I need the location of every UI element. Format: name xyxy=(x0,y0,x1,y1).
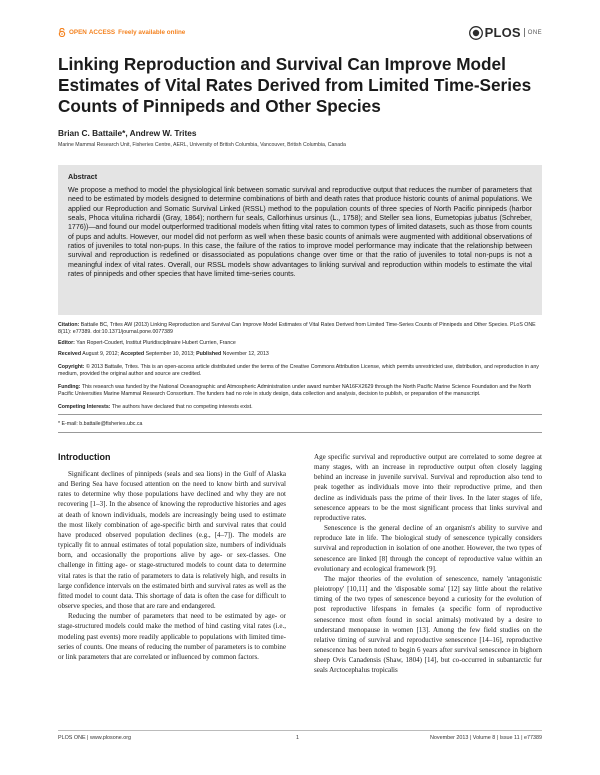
competing-interests-line xyxy=(58,404,542,411)
copyright-label: Copyright: xyxy=(58,364,85,370)
accepted-date: September 10, 2013; xyxy=(145,351,195,357)
introduction-heading: Introduction xyxy=(58,452,111,462)
competing-label: Competing Interests: xyxy=(58,404,111,410)
editor-text: Yan Ropert-Coudert, Institut Pluridisciplinaire Hubert Currien, France xyxy=(76,340,236,346)
citation-text: Battaile BC, Trites AW (2013) Linking Reproduction and Survival Can Improve Model Estimates of Vital Rates Derived from Limited Time-Series Counts of Pinnipeds and Other Species. PLoS ONE 8(11): e77389. doi:10.1371/journal.pone.0077389 xyxy=(58,322,536,336)
abstract-text: We propose a method to model the physiological link between somatic survival and reproductive output that reduces the number of parameters that need to be estimated by models designed to determine combinations of birth and death rates that produce historic counts of animal populations. We applied our Reproduction and Somatic Survival Linked (RSSL) method to the population counts of three species of North Pacific pinnipeds (harbor seals, Phoca vitulina richardii (Gray, 1864); northern fur seals, Callorhinus ursinus (L., 1758); and Steller sea lions, Eumetopias jubatus (Schreber, 1776))—and found our model outperformed traditional models when fitting vital rates to common types of limited datasets, such as those from counts of pups and adults. However, our model did not perform as well when these basic counts of animals were augmented with additional observations of ratios of juveniles to total non-pups. In this case, the failure of the ratios to improve model performance may indicate that the relationship between survival and reproduction is redefined or disassociated as populations change over time or that the ratio of juveniles to total non-pups is not a meaningful index of vital rates. Overall, our RSSL models show advantages to linking survival and reproduction within models to estimate the vital rates of pinnipeds and other species that have limited time-series counts. xyxy=(68,187,532,279)
accepted-label: Accepted xyxy=(120,351,145,357)
abstract-box xyxy=(58,165,542,315)
abstract-heading: Abstract xyxy=(68,172,98,181)
citation-line xyxy=(58,322,542,336)
author-list: Brian C. Battaile*, Andrew W. Trites xyxy=(58,128,197,138)
dates-line xyxy=(58,351,542,358)
editor-line xyxy=(58,340,542,347)
plos-logo-icon xyxy=(469,26,483,40)
received-date: August 9, 2012; xyxy=(82,351,120,357)
footer-issue: November 2013 | Volume 8 | Issue 11 | e77389 xyxy=(430,735,542,741)
logo-divider xyxy=(524,28,525,37)
article-title: Linking Reproduction and Survival Can Improve Model Estimates of Vital Rates Derived from Limited Time-Series Counts of Pinnipeds and Other Species xyxy=(58,54,532,116)
journal-wordmark: ONE xyxy=(527,29,542,36)
plos-one-logo xyxy=(469,25,542,40)
open-label: OPEN xyxy=(69,29,87,36)
received-label: Received xyxy=(58,351,82,357)
freely-available-label: Freely available online xyxy=(118,29,186,36)
footer-journal: PLOS ONE | www.plosone.org xyxy=(58,735,132,741)
intro-paragraph: Age specific survival and reproductive output are correlated to some degree at many stages, with an increase in reproductive output often closely lagging behind an increase in juvenile survival. Survival and reproduction also tend to peak together as individuals move into their reproductive prime, and then decline as individuals pass the prime of their lives. In the later stages of life, senescence appears to be the most significant process that links survival and reproductive rates. xyxy=(314,453,542,522)
open-access-lock-icon xyxy=(58,28,66,37)
meta-divider xyxy=(58,414,542,415)
page-number: 1 xyxy=(296,735,299,741)
author-email: * E-mail: b.battaile@fisheries.ubc.ca xyxy=(58,421,143,427)
funding-label: Funding: xyxy=(58,384,81,390)
copyright-line xyxy=(58,364,542,378)
plos-wordmark: PLOS xyxy=(484,25,521,40)
competing-text: The authors have declared that no competing interests exist. xyxy=(111,404,253,410)
open-access-badge xyxy=(58,28,185,37)
intro-paragraph: Reducing the number of parameters that need to be estimated by age- or stage-structured models could make the method of hind casting vital rates (i.e., modeling past events) more readily applicable to populations with limited time-series of counts. One means of reducing the number of parameters is to combine or link parameters that are correlated or influenced by common factors. xyxy=(58,612,286,661)
intro-paragraph: Senescence is the general decline of an organism's ability to survive and reproduce late in life. The biological study of senescence typically considers survival and reproduction in isolation of one another. However, the two types of senescence are linked [8] through the concept of reproductive value within an evolutionary and ecological framework [9]. xyxy=(314,524,542,573)
editor-label: Editor: xyxy=(58,340,75,346)
copyright-text: © 2013 Battaile, Trites. This is an open-access article distributed under the terms of the Creative Commons Attribution License, which permits unrestricted use, distribution, and reproduction in any medium, provided the original author and source are credited. xyxy=(58,364,539,378)
footer-divider xyxy=(58,730,542,731)
access-label: ACCESS xyxy=(88,29,116,36)
published-date: November 12, 2013 xyxy=(222,351,269,357)
author-affiliation: Marine Mammal Research Unit, Fisheries Centre, AERL, University of British Columbia, Vancouver, British Columbia, Canada xyxy=(58,142,346,148)
citation-label: Citation: xyxy=(58,322,80,328)
published-label: Published xyxy=(196,351,222,357)
funding-line xyxy=(58,384,542,398)
body-column-left xyxy=(58,469,286,662)
journal-header xyxy=(58,25,542,44)
meta-bottom-divider xyxy=(58,432,542,433)
funding-text: This research was funded by the National Oceanographic and Atmospheric Administration under award number NA16FX2629 through the North Pacific Marine Science Foundation and the North Pacific Universities Marine Mammal Research Consortium. The funders had no role in study design, data collection and analysis, decision to publish, or preparation of the manuscript. xyxy=(58,384,532,398)
body-column-right xyxy=(314,452,542,675)
intro-paragraph: Significant declines of pinnipeds (seals and sea lions) in the Gulf of Alaska and Bering Sea have focused attention on the need to know birth and survival rates to determine why those populations have declined and why they are not recovering [1–3]. In the absence of knowing the reproductive histories and ages at death of known individuals, models are increasingly being used to estimate the most likely combination of age-specific birth and survival rates that could have produced observed population declines (e.g., [4–7]). The models are typically fit to annual estimates of total population size, numbers of individuals born, and occasionally the proportions alive by age- or sex-classes. One challenge in fitting age- or stage-structured models to count data to determine vital rates is that the ratio of parameters to data is relatively high, and results in large confidence intervals on the estimated birth and survival rates as well as the fitted model to count data. This shortage of data is often the case for difficult to observe species, and those that are rare and endangered. xyxy=(58,470,286,611)
intro-paragraph: The major theories of the evolution of senescence, namely 'antagonistic pleiotropy' [10,11] and the 'disposable soma' [12] say little about the relative timing of the two types of senescence beyond a curiosity for the evolution of post reproductive lifespans in females (a specific form of reproductive senescence most often found in social animals) motivated by a desire to understand menopause in women [13]. Among the few field studies on the relative timing of survival and reproductive senescence [14–16], reproductive senescence has been noted to begin 6 years after survival senescence in bighorn sheep Ovis Canadensis (Shaw, 1804) [14], but co-occurred in subantarctic fur seals Arctocephalus tropicalis xyxy=(314,574,542,675)
